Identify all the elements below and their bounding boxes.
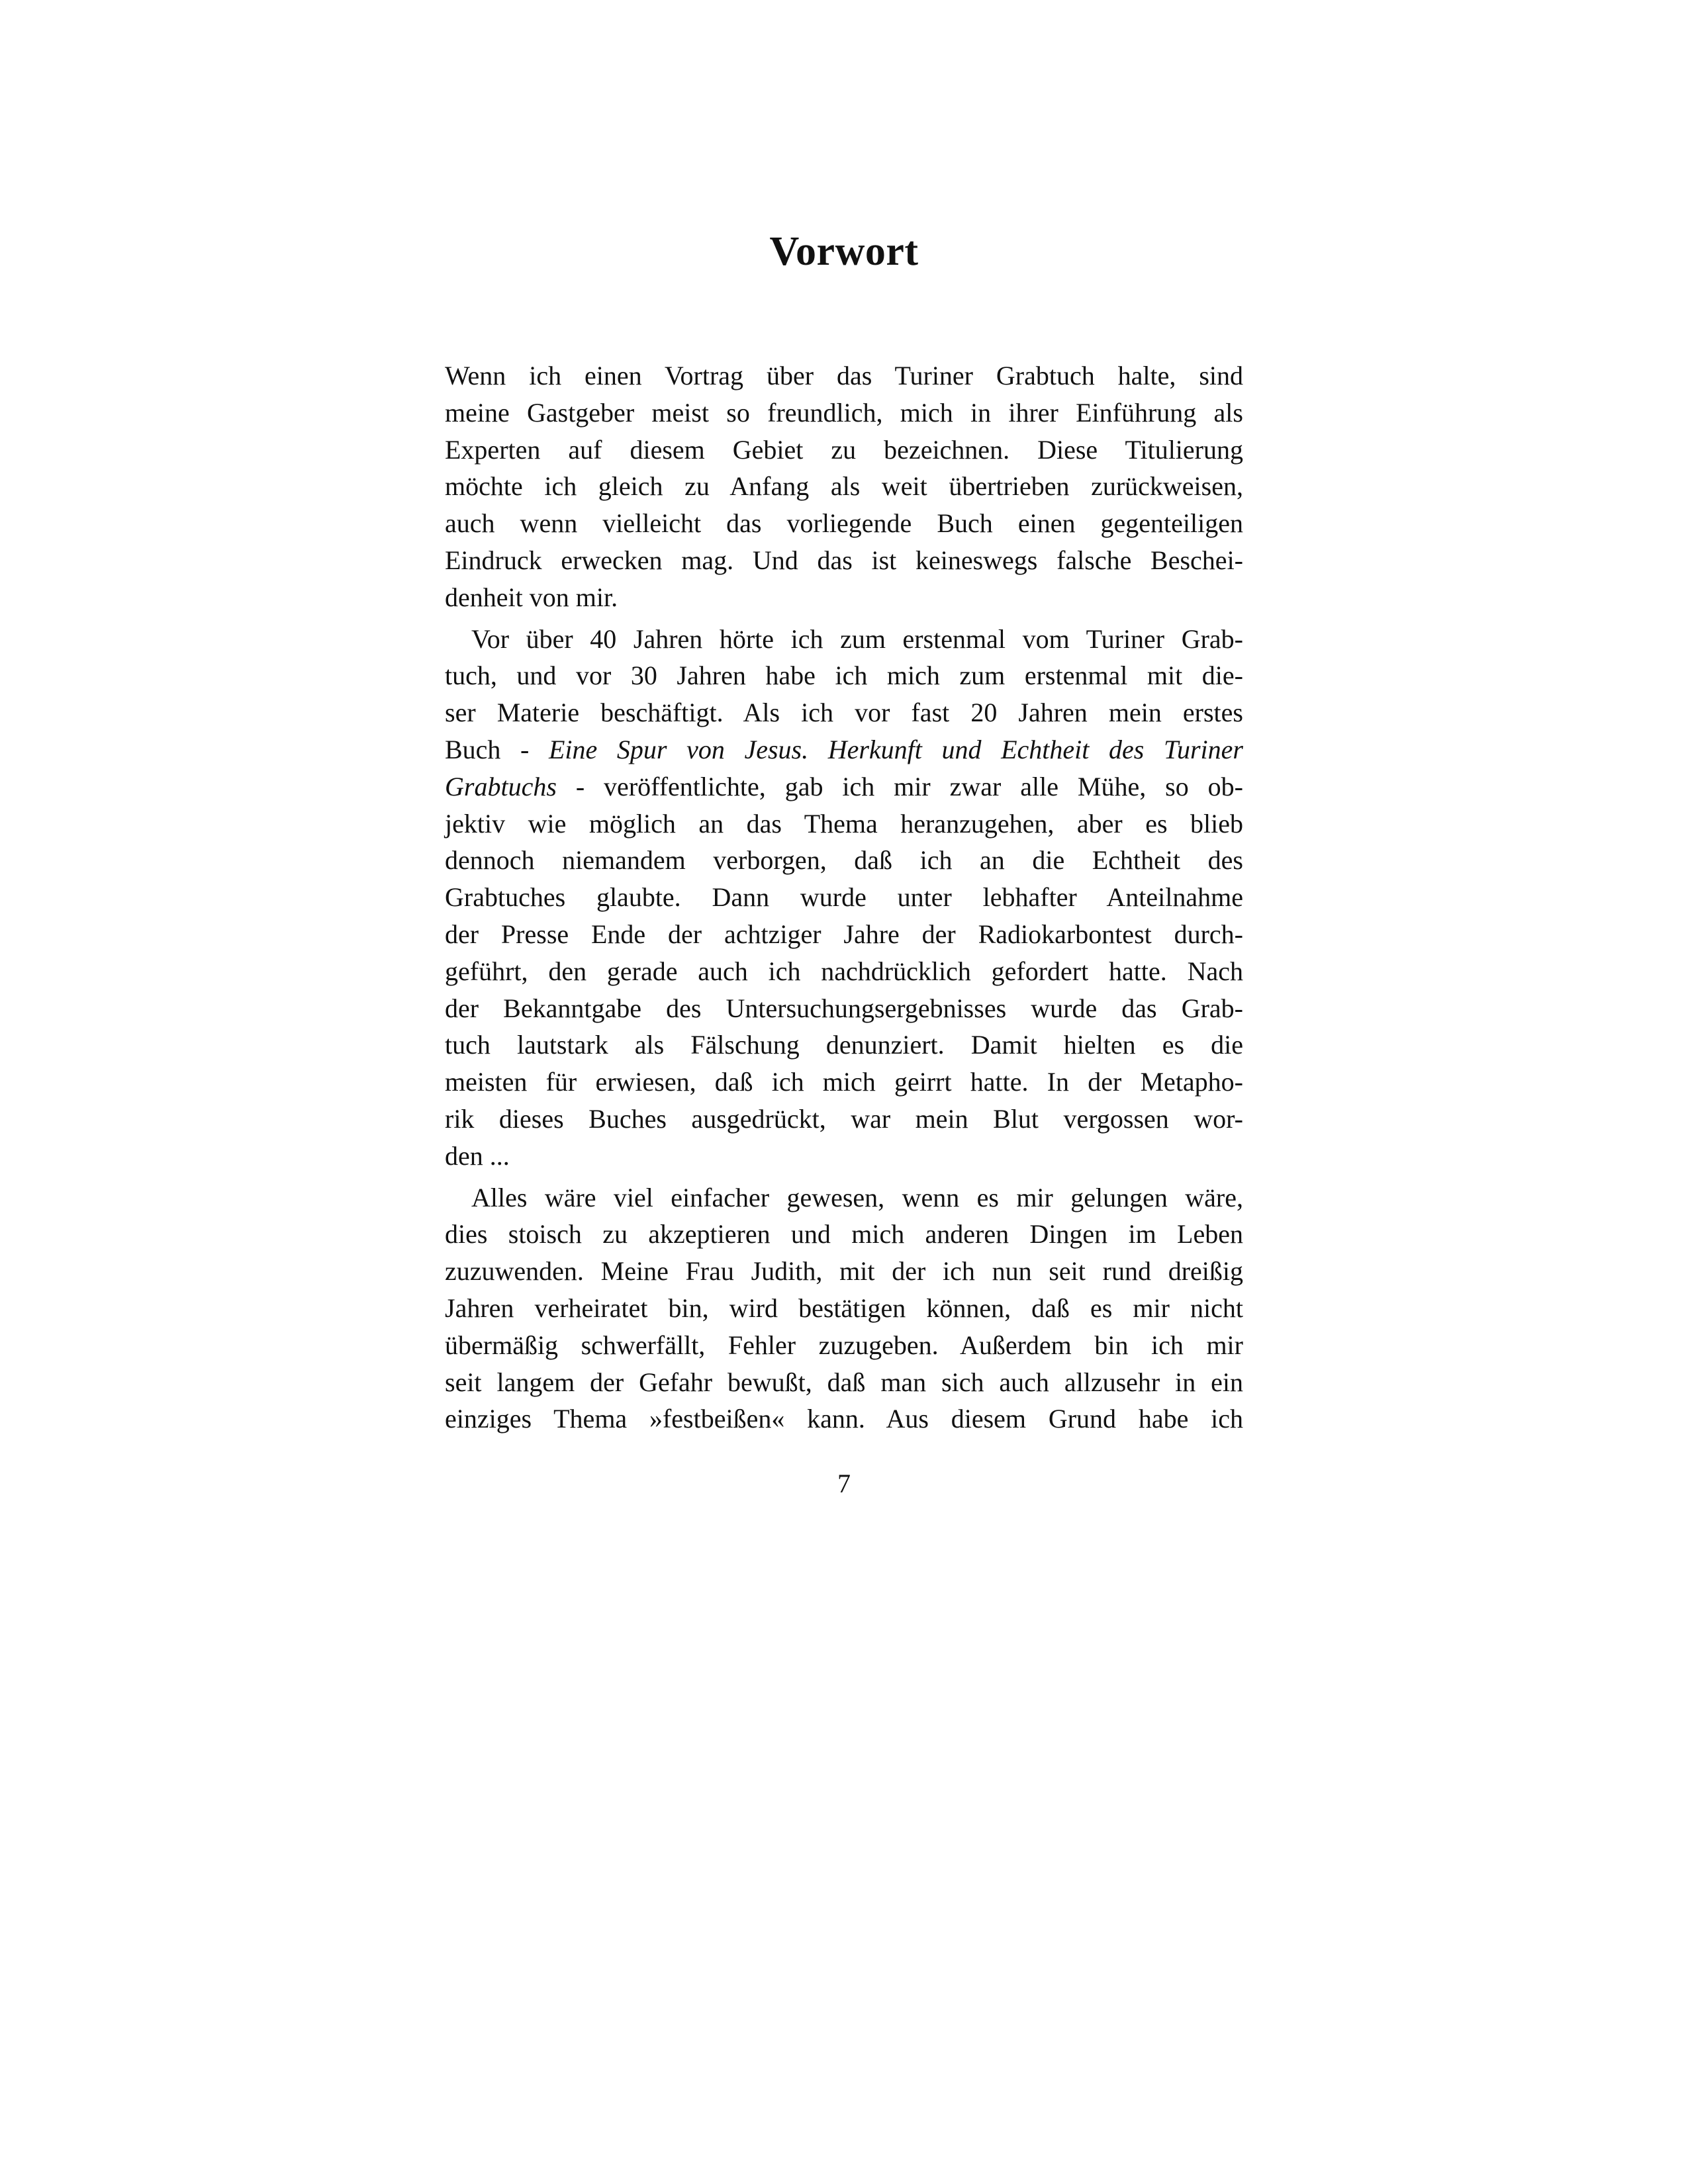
text-line: denheit von mir. [445, 582, 618, 612]
text-line: Vor über 40 Jahren hörte ich zum erstenmal vom Turiner Grab- [471, 623, 1243, 654]
text-line: Experten auf diesem Gebiet zu bezeichnen. Diese Titulierung [445, 434, 1243, 465]
text-line: der Bekanntgabe des Untersuchungsergebnisses wurde das Grab- [445, 993, 1243, 1023]
paragraph-3 [445, 1179, 1243, 1438]
text-line: geführt, den gerade auch ich nachdrücklich gefordert hatte. Nach [445, 956, 1243, 986]
text-line-with-book-title [445, 768, 1243, 805]
text-line: auch wenn vielleicht das vorliegende Buch einen gegenteiligen [445, 508, 1243, 539]
text-line: meisten für erwiesen, daß ich mich geirrt hatte. In der Metapho- [445, 1067, 1243, 1097]
chapter-title: Vorwort [769, 229, 919, 274]
text-line: Grabtuches glaubte. Dann wurde unter lebhafter Anteilnahme [445, 882, 1243, 913]
text-line: jektiv wie möglich an das Thema heranzugehen, aber es blieb [445, 808, 1243, 839]
text-line: ser Materie beschäftigt. Als ich vor fast 20 Jahren mein erstes [445, 698, 1243, 728]
text-line: tuch, und vor 30 Jahren habe ich mich zum erstenmal mit die- [445, 660, 1243, 691]
text-line: zuzuwenden. Meine Frau Judith, mit der ich nun seit rund dreißig [445, 1256, 1243, 1287]
text-line: Jahren verheiratet bin, wird bestätigen können, daß es mir nicht [445, 1293, 1243, 1323]
text-line: rik dieses Buches ausgedrückt, war mein Blut vergossen wor- [445, 1103, 1243, 1134]
paragraph-2 [445, 621, 1243, 1175]
text-line: Wenn ich einen Vortrag über das Turiner Grabtuch halte, sind [445, 361, 1243, 390]
text-line: den ... [445, 1140, 510, 1171]
text-line: Alles wäre viel einfacher gewesen, wenn es mir gelungen wäre, [471, 1182, 1243, 1212]
text-line: dennoch niemandem verborgen, daß ich an die Echtheit des [445, 845, 1243, 876]
text-line: dies stoisch zu akzeptieren und mich anderen Dingen im Leben [445, 1219, 1243, 1250]
text-line: seit langem der Gefahr bewußt, daß man sich auch allzusehr in ein [445, 1367, 1243, 1397]
body-text [445, 357, 1243, 1437]
text-line-with-book-title [445, 731, 1243, 768]
paragraph-1 [445, 357, 1243, 616]
text-line: tuch lautstark als Fälschung denunziert. Damit hielten es die [445, 1030, 1243, 1060]
text-line: möchte ich gleich zu Anfang als weit übertrieben zurückweisen, [445, 471, 1243, 502]
page-number: 7 [837, 1469, 851, 1498]
text-line: Eindruck erwecken mag. Und das ist keineswegs falsche Beschei- [445, 545, 1243, 575]
text-line: übermäßig schwerfällt, Fehler zuzugeben. Außerdem bin ich mir [445, 1330, 1243, 1360]
text-line: meine Gastgeber meist so freundlich, mich in ihrer Einführung als [445, 397, 1243, 428]
text-segment: Buch - [445, 734, 549, 764]
text-segment: - veröffentlichte, gab ich mir zwar alle Mühe, so ob- [556, 771, 1243, 801]
text-line: einziges Thema »festbeißen« kann. Aus diesem Grund habe ich [445, 1404, 1243, 1434]
book-title-italic: Grabtuchs [445, 771, 557, 801]
text-line: der Presse Ende der achtziger Jahre der Radiokarbontest durch- [445, 919, 1243, 949]
book-title-italic: Eine Spur von Jesus. Herkunft und Echtheit des Turiner [548, 734, 1243, 764]
